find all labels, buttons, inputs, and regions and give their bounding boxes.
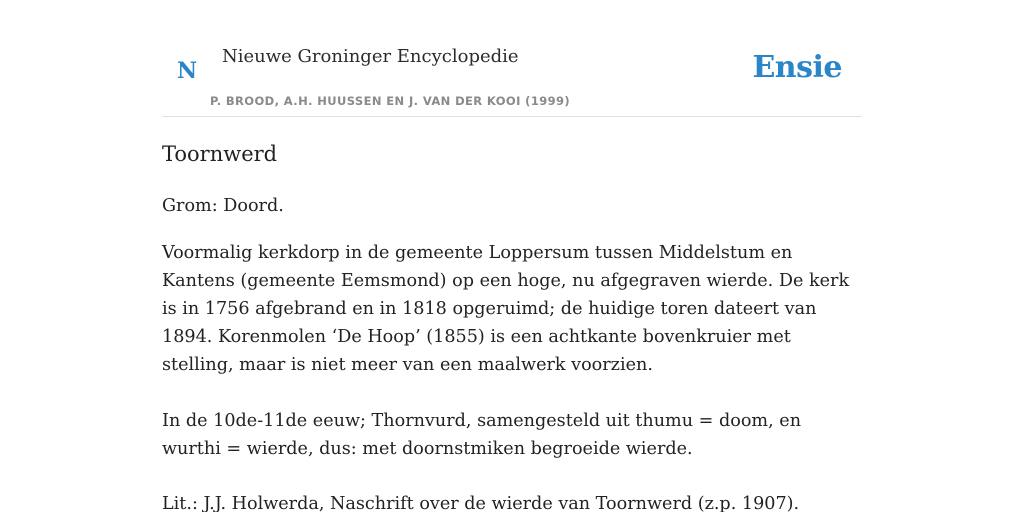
article-literature: Lit.: J.J. Holwerda, Naschrift over de wierde van Toornwerd (z.p. 1907).: [162, 494, 800, 512]
article-paragraph: Voormalig kerkdorp in de gemeente Loppersum tussen Middelstum en Kantens (gemeente Eemsmond) op een hoge, nu afgegraven wierde. De kerk is in 1756 afgebrand en in 1818 opgeruimd; de huidige toren dateert van 1894. Korenmolen ‘De Hoop’ (1855) is een achtkante bovenkruier met stelling, maar is niet meer van een maalwerk voorzien.: [162, 243, 850, 375]
ensie-logo[interactable]: Ensie: [752, 50, 842, 85]
article: [162, 138, 862, 512]
article-title: Toornwerd: [162, 142, 278, 166]
book-title-link[interactable]: Nieuwe Groninger Encyclopedie: [222, 46, 519, 67]
book-icon[interactable]: N: [177, 58, 198, 84]
book-authors: P. BROOD, A.H. HUUSSEN EN J. VAN DER KOOI (1999): [210, 94, 571, 108]
article-paragraph: Grom: Doord.: [162, 196, 284, 216]
book-header: [162, 0, 862, 117]
article-paragraph: In de 10de-11de eeuw; Thornvurd, samengesteld uit thumu = doom, en wurthi = wierde, dus: met doornstmiken begroeide wierde.: [162, 411, 802, 459]
